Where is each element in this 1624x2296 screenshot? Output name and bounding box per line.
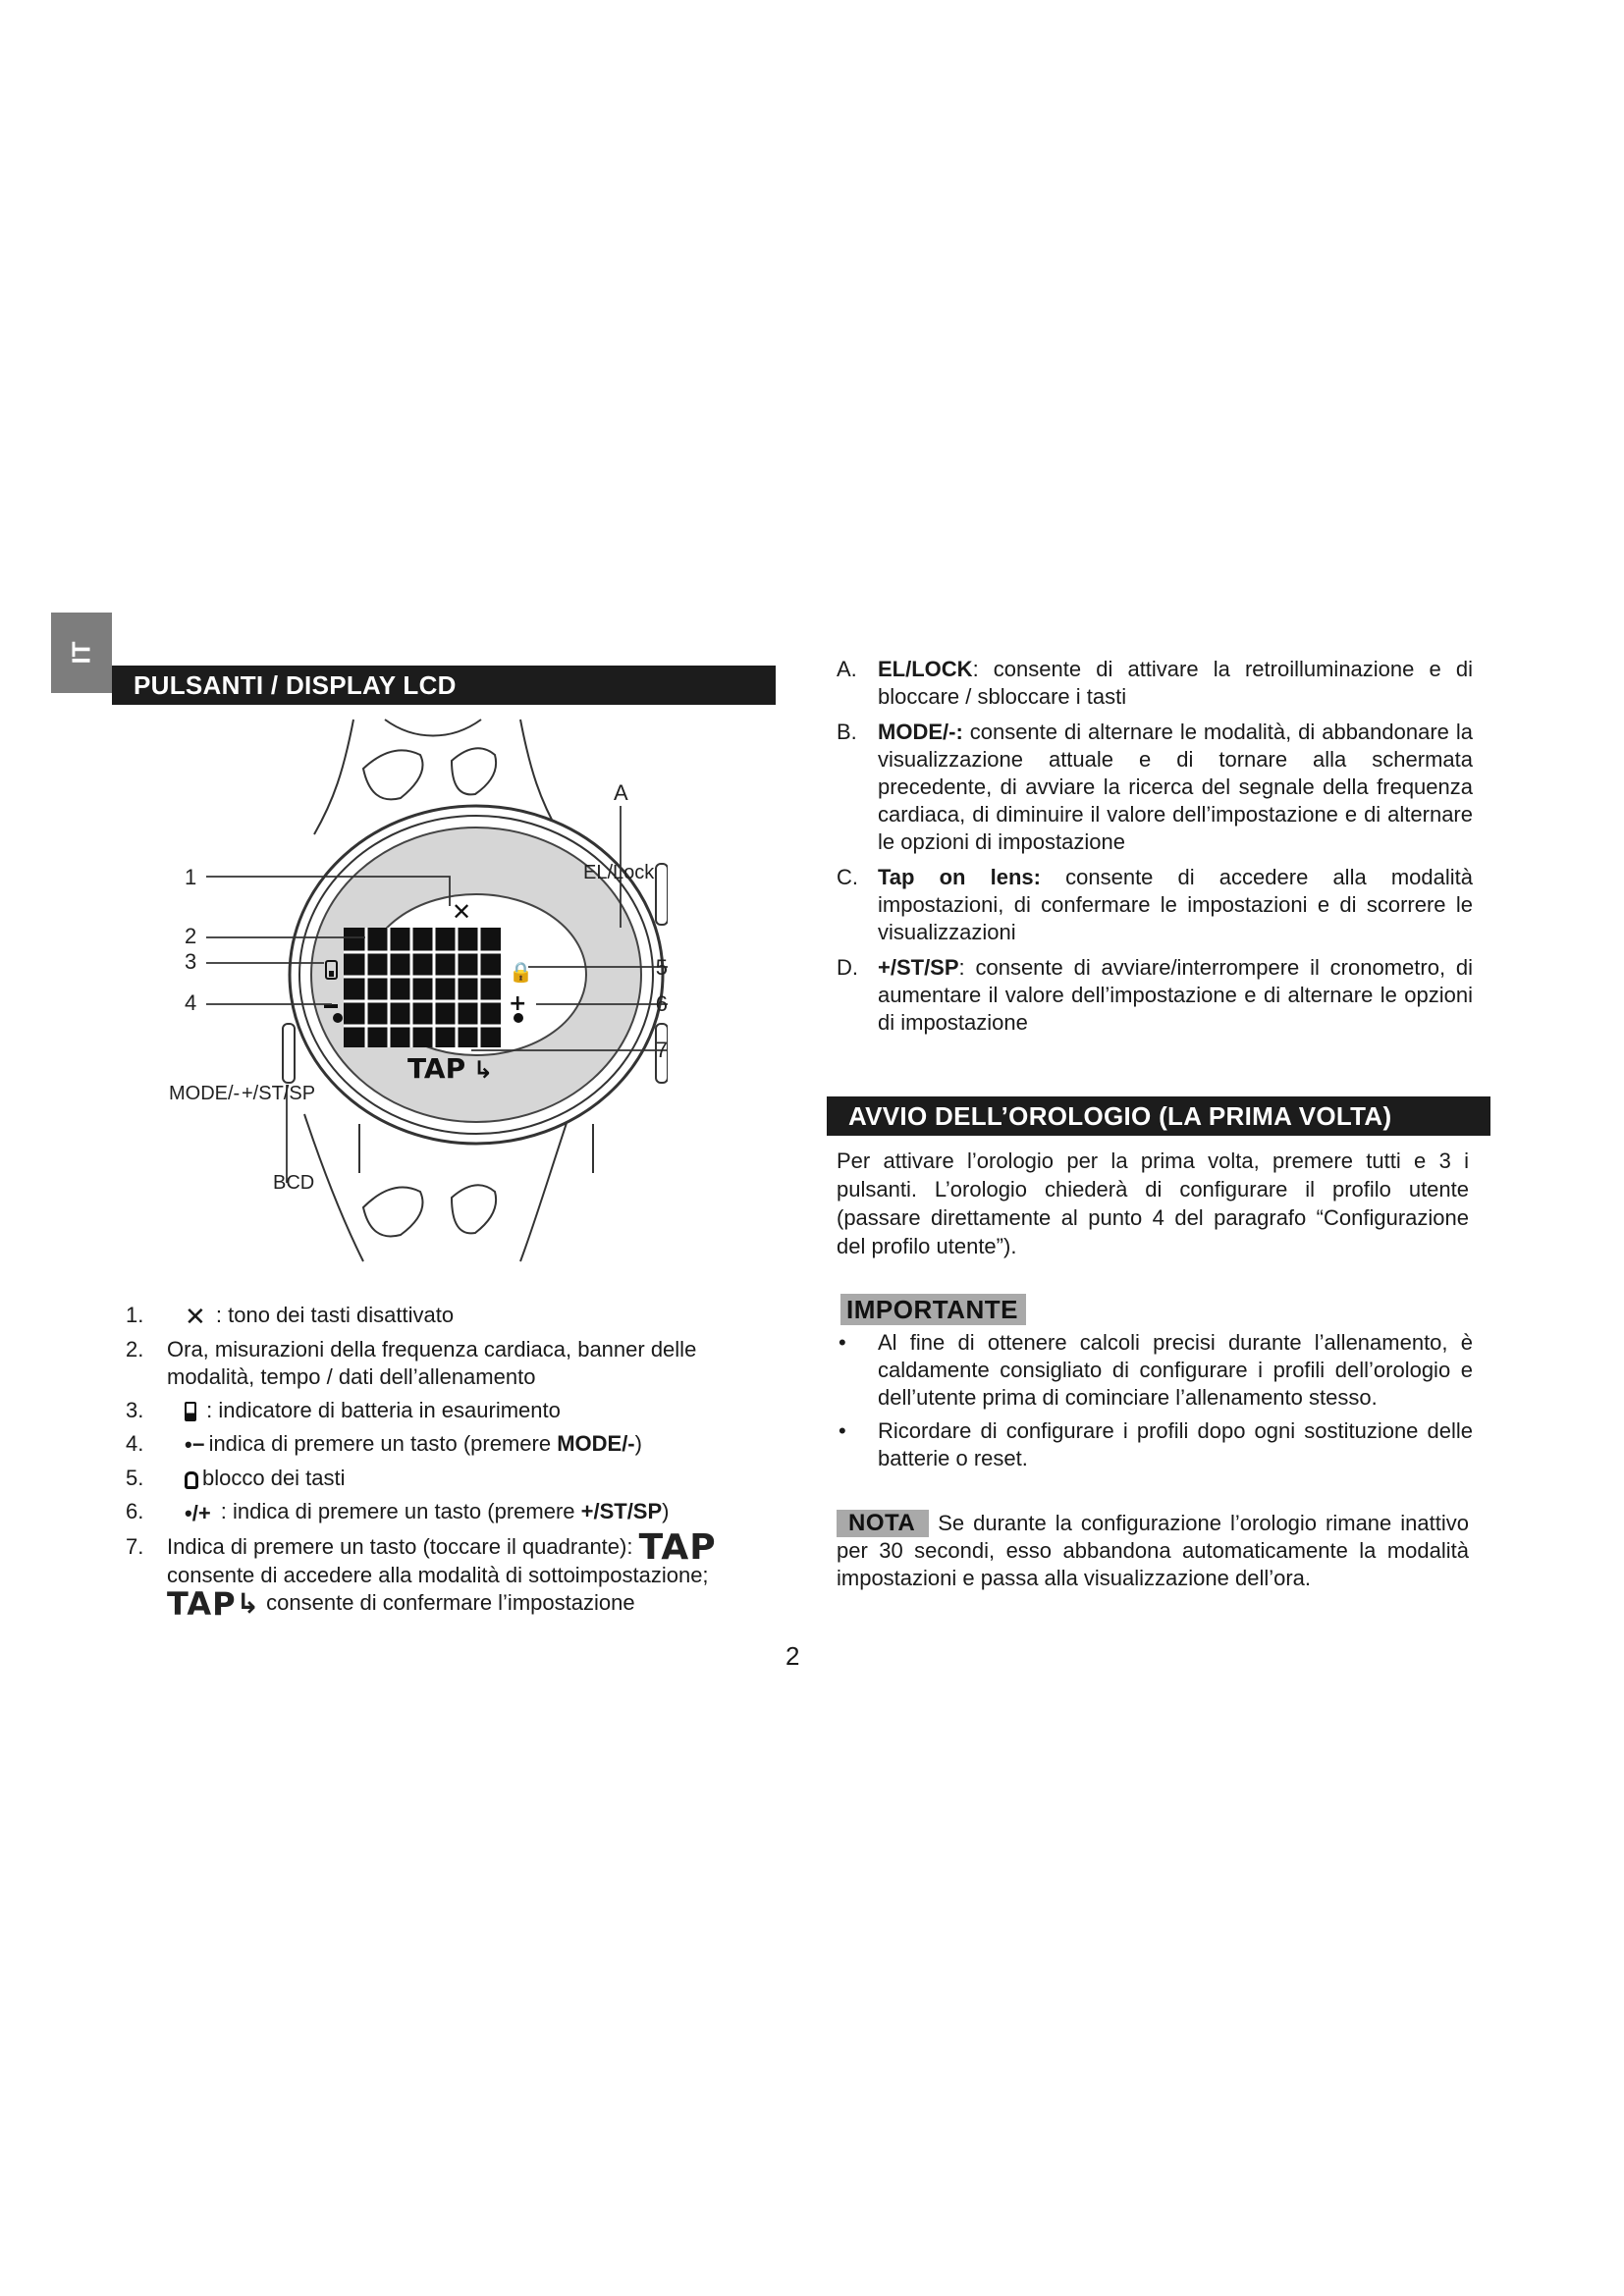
svg-text:↳: ↳ [473, 1056, 494, 1084]
important-label: IMPORTANTE [840, 1294, 1026, 1325]
language-tab [51, 613, 112, 693]
mute-icon: ✕ [452, 898, 472, 926]
callout-4: 4 [185, 990, 197, 1015]
section-title: PULSANTI / DISPLAY LCD [134, 670, 457, 700]
item-bold: MODE/-: [878, 720, 963, 744]
section-header-start [827, 1096, 1490, 1136]
item-letter: A. [837, 657, 857, 681]
important-bullets [837, 1329, 1473, 1478]
mute-icon: ✕ [185, 1302, 206, 1332]
label-a: A [614, 780, 628, 805]
list-item [126, 1498, 776, 1526]
list-item [126, 1397, 776, 1424]
list-item [837, 954, 1473, 1037]
item-text-b: consente di accedere alla modalità di sottoimpostazione; [167, 1562, 709, 1587]
note-paragraph [837, 1510, 1469, 1592]
item-text: consente di alternare le modalità, di abbandonare la visualizzazione attuale e di tornare alla schermata precedente, di avviare la ricerca del segnale della frequenza cardiaca, di diminuire il valore dell’impostazione e di alternare le opzioni di impostazione [878, 720, 1473, 854]
item-text-pre: indica di premere un tasto (premere [208, 1431, 558, 1457]
item-letter: B. [837, 720, 857, 744]
item-text: : consente di attivare la retroilluminazione e di bloccare / sbloccare i tasti [878, 657, 1473, 709]
bullet-item: • Ricordare di configurare i profili dopo ogni sostituzione delle batterie o reset. [837, 1417, 1473, 1472]
callout-5: 5 [655, 955, 668, 980]
watch-diagram [157, 712, 668, 1271]
list-item [837, 719, 1473, 856]
item-number: 2. [126, 1337, 144, 1362]
item-bold: +/ST/SP [878, 955, 959, 980]
bullet-item: • Al fine di ottenere calcoli precisi durante l’allenamento, è caldamente consigliato di configurare i profili dell’orologio e dell’utente prima di cominciare l’allenamento stesso. [837, 1329, 1473, 1412]
item-number: 6. [126, 1499, 144, 1524]
callout-3: 3 [185, 949, 197, 974]
button-el-lock [656, 864, 668, 925]
button-function-list [837, 656, 1473, 1044]
tap-arrow-icon: ↳ [236, 1586, 261, 1620]
list-item [837, 864, 1473, 946]
tap-glyph: TAP [638, 1526, 717, 1568]
item-bold: Tap on lens: [878, 865, 1041, 889]
item-text-bold: MODE/- [557, 1431, 635, 1457]
item-text: : consente di avviare/interrompere il cronometro, di aumentare il valore dell’impostazione e di alternare le opzioni di impostazione [878, 955, 1473, 1035]
list-item [126, 1430, 776, 1459]
dot-plus-icon: •/+ [185, 1500, 211, 1525]
item-text-pre: : indica di premere un tasto (premere [214, 1499, 581, 1524]
label-mode: MODE/- [169, 1083, 241, 1104]
item-number: 4. [126, 1431, 144, 1457]
lock-icon: 🔒 [509, 960, 533, 984]
lock-icon [185, 1471, 198, 1489]
item-number: 7. [126, 1533, 144, 1559]
item-number: 5. [126, 1466, 144, 1491]
item-text-c: consente di confermare l’impostazione [260, 1589, 635, 1615]
item-letter: D. [837, 955, 858, 980]
lcd-tap-label: TAP [407, 1052, 466, 1085]
list-item [126, 1302, 776, 1330]
strap-hole [363, 750, 423, 799]
battery-icon [185, 1402, 196, 1421]
item-text-post: ) [634, 1431, 642, 1457]
item-number: 1. [126, 1303, 144, 1327]
label-st-sp: +/ST/SP [242, 1083, 316, 1104]
start-paragraph: Per attivare l’orologio per la prima volta, premere tutti e 3 i pulsanti. L’orologio chiederà di configurare il profilo utente (passare direttamente al punto 4 del paragrafo “Configurazione del profilo utente”). [837, 1148, 1469, 1258]
section-header-buttons-display [112, 666, 776, 705]
item-bold: EL/LOCK [878, 657, 973, 681]
note-text: Se durante la configurazione l’orologio rimane inattivo per 30 secondi, esso abbandona automaticamente la modalità impostazioni e passa alla visualizzazione dell’ora. [837, 1511, 1469, 1590]
dot-minus-icon: •− [185, 1432, 205, 1458]
list-item [126, 1336, 776, 1391]
callout-1: 1 [185, 865, 197, 889]
item-text-bold: +/ST/SP [580, 1499, 663, 1524]
callout-6: 6 [655, 991, 668, 1016]
label-el-lock: EL/Lock [583, 862, 655, 883]
lcd-legend-list [126, 1302, 776, 1624]
item-text: consente di accedere alla modalità impostazioni, di confermare le impostazioni e di scorrere le visualizzazioni [878, 865, 1473, 944]
item-text: blocco dei tasti [202, 1466, 346, 1491]
callout-7: 7 [655, 1038, 668, 1062]
item-text: : tono dei tasti disattivato [209, 1303, 455, 1327]
strap-top [314, 720, 353, 834]
item-text-post: ) [662, 1499, 670, 1524]
list-item [126, 1465, 776, 1492]
item-text: Ora, misurazioni della frequenza cardiaca, banner delle modalità, tempo / dati dell’allenamento [167, 1337, 697, 1390]
dot-minus-icon [333, 1013, 343, 1023]
page-number: 2 [785, 1641, 800, 1671]
button-mode [283, 1024, 295, 1083]
label-bcd: BCD [273, 1172, 315, 1194]
tap-arrow-glyph: TAP [167, 1584, 237, 1623]
note-label: NOTA [837, 1510, 929, 1537]
list-item [126, 1526, 776, 1623]
language-tab-label: IT [66, 641, 96, 665]
section-title: AVVIO DELL’OROLOGIO (LA PRIMA VOLTA) [848, 1101, 1392, 1131]
item-text-a: Indica di premere un tasto (toccare il quadrante): [167, 1533, 639, 1559]
callout-2: 2 [185, 924, 197, 948]
item-letter: C. [837, 865, 858, 889]
item-number: 3. [126, 1398, 144, 1423]
svg-text:+: + [509, 991, 527, 1016]
list-item [837, 656, 1473, 711]
item-text: : indicatore di batteria in esaurimento [200, 1398, 561, 1423]
